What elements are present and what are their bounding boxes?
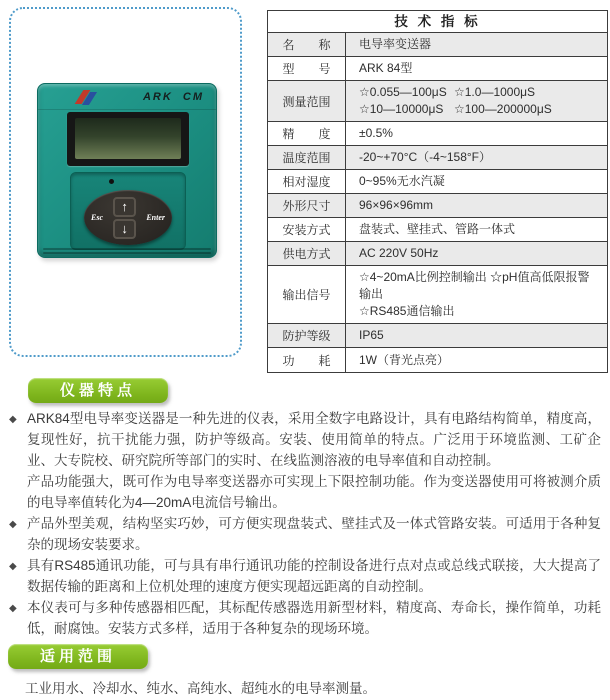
down-arrow-icon: ↓ (121, 221, 128, 236)
device-brand-label: ARK CM (142, 91, 204, 103)
diamond-bullet-icon: ◆ (9, 603, 17, 614)
row-label: 外形尺寸 (268, 194, 346, 217)
device-header (38, 84, 216, 110)
row-label: 安装方式 (268, 218, 346, 241)
table-row (268, 194, 607, 218)
row-value (346, 266, 607, 323)
row-label: 测量范围 (268, 81, 346, 121)
spec-table-title: 技 术 指 标 (268, 11, 607, 33)
feature-paragraph: 具有RS485通讯功能，可与具有串行通讯功能的控制设备进行点对点或总线式联接，大大提高了数据传输的距离和上位机处理的速度方便实现超远距离的自动控制。 (27, 558, 601, 594)
device-keypad (84, 190, 172, 245)
row-label: 供电方式 (268, 242, 346, 265)
product-device-image (37, 83, 217, 258)
row-label: 名 称 (268, 33, 346, 56)
row-value: 96×96×96mm (359, 198, 434, 212)
row-label: 防护等级 (268, 324, 346, 347)
feature-paragraph: ARK84型电导率变送器是一种先进的仪表，采用全数字电路设计，具有电路结构简单，精度高，复现性好，抗干扰能力强，防护等级高。安装、使用简单的特点。广泛用于环境监测、工矿企业、大专院校、研究院所等部门的实时、在线监测溶液的电导率值和自动控制。 (27, 411, 601, 468)
table-row (268, 122, 607, 146)
diamond-bullet-icon: ◆ (9, 561, 17, 572)
row-value: 电导率变送器 (359, 37, 432, 51)
scope-banner: 适用范围 (8, 644, 148, 669)
row-value: ±0.5% (359, 126, 393, 140)
diamond-bullet-icon: ◆ (9, 519, 17, 530)
list-item (9, 408, 601, 513)
table-row (268, 170, 607, 194)
down-arrow-key (113, 219, 136, 239)
row-value: IP65 (359, 328, 384, 342)
table-row (268, 348, 607, 372)
table-row (268, 81, 607, 122)
feature-list (0, 408, 610, 639)
row-label: 功 耗 (268, 348, 346, 372)
list-item (9, 513, 601, 555)
list-item (9, 597, 601, 639)
scope-section (0, 644, 610, 697)
row-value: -20~+70°C（-4~158°F） (359, 150, 492, 164)
table-row (268, 146, 607, 170)
feature-paragraph: 本仪表可与多种传感器相匹配，其标配传感器选用新型材料，精度高、寿命长，操作简单，功耗低，耐腐蚀。安装方式多样，适用于各种复杂的现场环境。 (27, 600, 601, 636)
range-value: ☆10—10000μS (359, 102, 444, 116)
spec-table (267, 10, 608, 373)
device-groove (43, 252, 211, 254)
product-photo-frame (9, 7, 242, 357)
table-row (268, 266, 607, 324)
row-label: 温度范围 (268, 146, 346, 169)
row-value: 0~95%无水汽凝 (359, 174, 445, 188)
row-value: 1W（背光点亮） (359, 352, 450, 367)
device-lcd-frame (67, 112, 189, 166)
row-value (346, 81, 607, 121)
output-signal-line: ☆RS485通信输出 (359, 304, 455, 318)
brand-logo-icon (76, 90, 100, 106)
row-label: 输出信号 (268, 266, 346, 323)
indicator-dot (109, 179, 114, 184)
device-groove (43, 248, 211, 250)
row-value: 盘装式、壁挂式、管路一体式 (359, 222, 516, 236)
esc-key-label: Esc (91, 213, 103, 222)
row-label: 精 度 (268, 122, 346, 145)
device-lcd-screen (75, 118, 181, 159)
list-item (9, 555, 601, 597)
features-banner: 仪器特点 (28, 378, 168, 403)
range-value: ☆1.0—1000μS (454, 85, 536, 99)
table-row (268, 57, 607, 81)
features-section (0, 378, 610, 639)
table-row (268, 33, 607, 57)
row-label: 相对湿度 (268, 170, 346, 193)
row-value: ARK 84型 (359, 61, 413, 75)
output-signal-line: ☆4~20mA比例控制输出 ☆pH值高低限报警输出 (359, 270, 590, 301)
feature-paragraph: 产品功能强大，既可作为电导率变送器亦可实现上下限控制功能。作为变送器使用可将被测介质的电导率值转化为4—20mA电流信号输出。 (27, 474, 601, 510)
range-value: ☆0.055—100μS (359, 85, 447, 99)
table-row (268, 324, 607, 348)
scope-text: 工业用水、冷却水、纯水、高纯水、超纯水的电导率测量。 (25, 681, 376, 696)
feature-paragraph: 产品外型美观，结构坚实巧妙，可方便实现盘装式、壁挂式及一体式管路安装。可适用于各种复杂的现场安装要求。 (27, 516, 601, 552)
arrow-keys (113, 197, 136, 239)
up-arrow-icon: ↑ (121, 199, 128, 214)
diamond-bullet-icon: ◆ (9, 414, 17, 425)
enter-key-label: Enter (146, 213, 165, 222)
row-value: AC 220V 50Hz (359, 246, 439, 260)
range-value: ☆100—200000μS (454, 102, 552, 116)
table-row (268, 218, 607, 242)
up-arrow-key (113, 197, 136, 217)
row-label: 型 号 (268, 57, 346, 80)
table-row (268, 242, 607, 266)
